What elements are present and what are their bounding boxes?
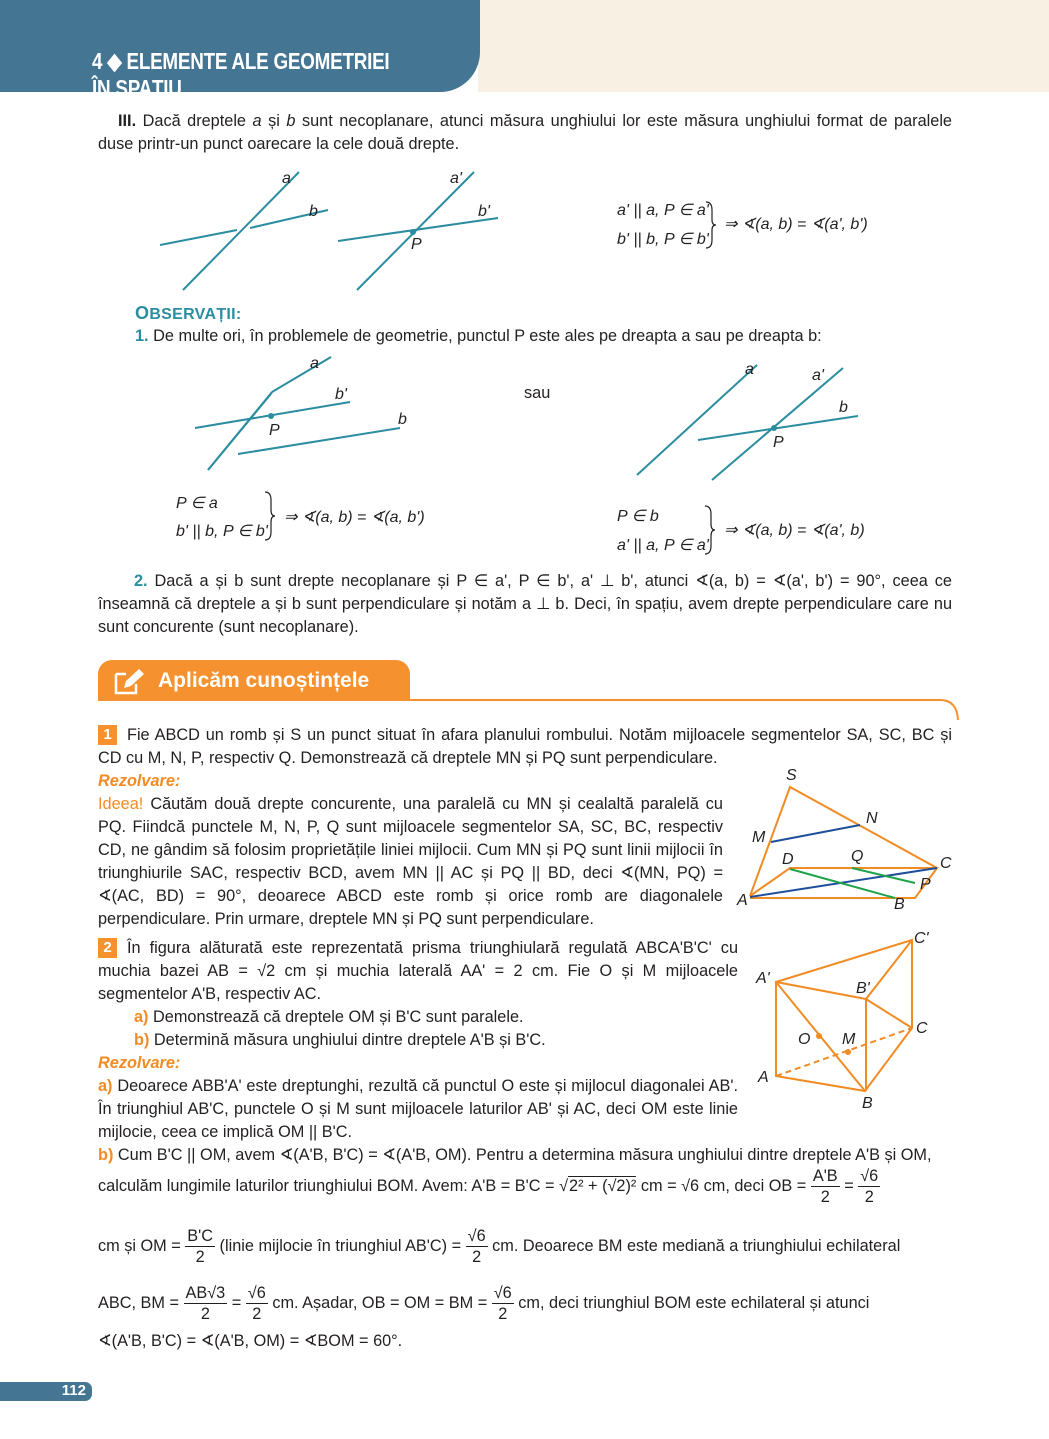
point-Q: Q (851, 848, 864, 865)
point-O: O (798, 1031, 811, 1048)
section-title: Aplicăm cunoștințele (158, 669, 370, 692)
text: Căutăm două drepte concurente, una paralelă cu MN și cealaltă paralelă cu PQ. Fiindcă punctele M, N, P, Q sunt mijloacele segmentelor SA, SC, BC, respectiv CD, ne gândim să folosim proprietățile liniei mijlocii. Cum MN și PQ sunt linii mijlocii în triunghiurile SAC, respectiv BCD, avem MN || AC și PQ || BD, deci ∢(MN, PQ) = ∢(AC, BD) = 90°, deoarece ABCD este romb și orice romb are diagonalele perpendiculare. Prin urmare, dreptele MN și PQ sunt perpendiculare. (98, 795, 723, 928)
text: Fie ABCD un romb și S un punct situat în afara planului rombului. Notăm mijloacele segmentelor SA, SC, BC și CD cu M, N, P, respectiv Q. Demonstrează că dreptele MN și PQ sunt perpendiculare. (98, 726, 952, 767)
obs-left-label-P: P (269, 422, 280, 439)
vertex-A: A (758, 1069, 769, 1086)
fraction (492, 1283, 514, 1324)
text: BSERVAȚII: (149, 306, 242, 323)
numerator: √6 (860, 1167, 879, 1185)
left-condition-2: b' || b, P ∈ b' (176, 523, 268, 540)
text: Dacă dreptele (136, 112, 253, 130)
vertex-C: C (916, 1020, 928, 1037)
exercise-number-badge: 1 (98, 725, 117, 745)
point-S: S (786, 767, 797, 784)
fraction (185, 1226, 215, 1267)
denominator: 2 (252, 1305, 262, 1323)
solution-b-line3 (98, 1226, 958, 1267)
text: și (261, 112, 287, 130)
fraction (858, 1166, 880, 1207)
part-label: a) (134, 1008, 149, 1026)
label-b-prime: b' (478, 203, 490, 220)
denominator: 2 (820, 1188, 830, 1206)
solution-b-line2: calculăm lungimile laturilor triunghiului BOM. Avem: A'B = B'C = √2² + (√2)² cm = √6 cm, deci OB = $\frac{A'B}{2}$ = $\frac{√6}{2}$ (98, 1167, 879, 1206)
text: cm. Așadar, OB = OM = BM = (267, 1293, 492, 1312)
obs-right-label-P: P (773, 434, 784, 451)
denominator: 2 (498, 1305, 508, 1323)
point-P: P (920, 876, 931, 893)
text: În figura alăturată este reprezentată prisma triunghiulară regulată ABCA'B'C' cu muchia bazei AB = √2 cm și muchia laterală AA' = 2 cm. Fie O și M mijloacele segmentelor A'B, respectiv AC. (98, 939, 738, 1003)
fraction (246, 1283, 268, 1324)
left-condition-1: P ∈ a (176, 495, 218, 512)
part-label: b) (134, 1031, 150, 1049)
obs-right-label-b: b (839, 399, 848, 416)
fraction (811, 1166, 840, 1207)
obs-left-label-b-prime: b' (335, 386, 347, 403)
condition-1: a' || a, P ∈ a' (617, 202, 709, 219)
point-M: M (752, 829, 766, 846)
right-condition-1: P ∈ b (617, 508, 659, 525)
numerator: B'C (187, 1227, 214, 1245)
left-result: ⇒ ∢(a, b) = ∢(a, b') (284, 509, 425, 526)
condition-2: b' || b, P ∈ b' (617, 231, 709, 248)
solution-label: Rezolvare: (98, 772, 181, 790)
denominator: 2 (195, 1248, 205, 1266)
numerator: √6 (467, 1227, 486, 1245)
point-M: M (842, 1031, 856, 1048)
exercise-number-badge: 2 (98, 938, 117, 958)
page-number-text: 112 (61, 1382, 86, 1399)
var: b (286, 112, 296, 130)
label-P: P (411, 236, 422, 253)
text: cm. Deoarece BM este mediană a triunghiului echilateral (487, 1236, 901, 1255)
text: calculăm lungimile laturilor triunghiului BOM. Avem: A'B = B'C = (98, 1176, 560, 1195)
text: Dacă a și b sunt drepte necoplanare și P ∈ a', P ∈ b', a' ⊥ b', atunci ∢(a, b) = ∢(a', b') = 90°, ceea ce înseamnă că dreptele a și b sunt perpendiculare și notăm a ⊥ b. Deci, în spațiu, avem drepte perpendiculare care nu sunt concurente (sunt necoplanare). (98, 572, 952, 636)
obs-right-label-a-prime: a' (812, 367, 824, 384)
denominator: 2 (200, 1305, 210, 1323)
solution-b-conclusion: ∢(A'B, B'C) = ∢(A'B, OM) = ∢BOM = 60°. (98, 1332, 403, 1350)
chapter-title: 4 ◆ ELEMENTE ALE GEOMETRIEI ÎN SPAȚIU (92, 48, 390, 101)
vertex-B: B (862, 1095, 873, 1112)
text: Cum B'C || OM, avem ∢(A'B, B'C) = ∢(A'B, OM). Pentru a determina măsura unghiului dintre dreptele A'B și OM, (113, 1146, 932, 1164)
text: cm și OM = (98, 1236, 186, 1255)
fraction (466, 1226, 488, 1267)
text: sunt necoplanare, atunci măsura unghiului lor este măsura unghiului format de paralele duse printr-un punct oarecare la cele două drepte. (98, 112, 952, 153)
result-formula: ⇒ ∢(a, b) = ∢(a', b') (724, 216, 868, 233)
obs-left-label-a: a (310, 355, 319, 372)
numerator: √6 (493, 1284, 512, 1302)
sau-text: sau (524, 384, 551, 402)
fraction (184, 1283, 228, 1324)
denominator: 2 (864, 1188, 874, 1206)
label-a: a (282, 170, 291, 187)
part-label: a) (98, 1077, 113, 1095)
part-label: b) (98, 1146, 114, 1164)
point-N: N (866, 810, 878, 827)
text: O (135, 303, 150, 323)
text: cm = √6 cm, deci OB = (636, 1176, 811, 1195)
var: a (252, 112, 262, 130)
numerator: AB√3 (185, 1284, 226, 1302)
solution-b-line4: ABC, BM = $\frac{AB√3}{2}$ = $\frac{√6}{2}$ cm. Așadar, OB = OM = BM = $\frac{√6}{2}$ cm, deci triunghiul BOM este echilateral și atunci (98, 1284, 870, 1323)
obs-right-label-a: a (745, 361, 754, 378)
label-b: b (309, 203, 318, 220)
point-B: B (894, 896, 905, 913)
point-C: C (940, 855, 952, 872)
text: De multe ori, în problemele de geometrie, punctul P este ales pe dreapta a sau pe dreapta b: (148, 327, 822, 345)
text: Determină măsura unghiului dintre dreptele A'B și B'C. (149, 1031, 546, 1049)
numerator: √6 (247, 1284, 266, 1302)
text: ABC, BM = (98, 1293, 184, 1312)
radical: 2² + (√2)² (569, 1176, 637, 1195)
point-D: D (782, 851, 794, 868)
page-number (0, 1382, 92, 1401)
text: cm, deci triunghiul BOM este echilateral și atunci (513, 1293, 870, 1312)
vertex-B-prime: B' (856, 980, 870, 997)
item-number: 2. (134, 572, 148, 590)
solution-label: Rezolvare: (98, 1054, 181, 1072)
numerator: A'B (812, 1167, 838, 1185)
vertex-A-prime: A' (756, 970, 770, 987)
obs-left-label-b: b (398, 411, 407, 428)
denominator: 2 (472, 1248, 482, 1266)
solution-b-line1 (98, 1144, 958, 1167)
idea-label: Ideea! (98, 795, 144, 813)
text: Demonstrează că dreptele OM și B'C sunt paralele. (148, 1008, 524, 1026)
right-result: ⇒ ∢(a, b) = ∢(a', b) (724, 522, 865, 539)
text: (linie mijlocie în triunghiul AB'C) = (215, 1236, 466, 1255)
part3-label: III. (118, 112, 137, 130)
right-condition-2: a' || a, P ∈ a' (617, 537, 709, 554)
label-a-prime: a' (450, 170, 462, 187)
point-A: A (737, 892, 748, 909)
vertex-C-prime: C' (914, 930, 929, 947)
text: Deoarece ABB'A' este dreptunghi, rezultă că punctul O este și mijlocul diagonalei AB'. În triunghiul AB'C, punctele O și M sunt mijloacele laturilor AB' și AC, deci OM este linie mijlocie, ceea ce implică OM || B'C. (98, 1077, 738, 1141)
item-number: 1. (135, 327, 149, 345)
